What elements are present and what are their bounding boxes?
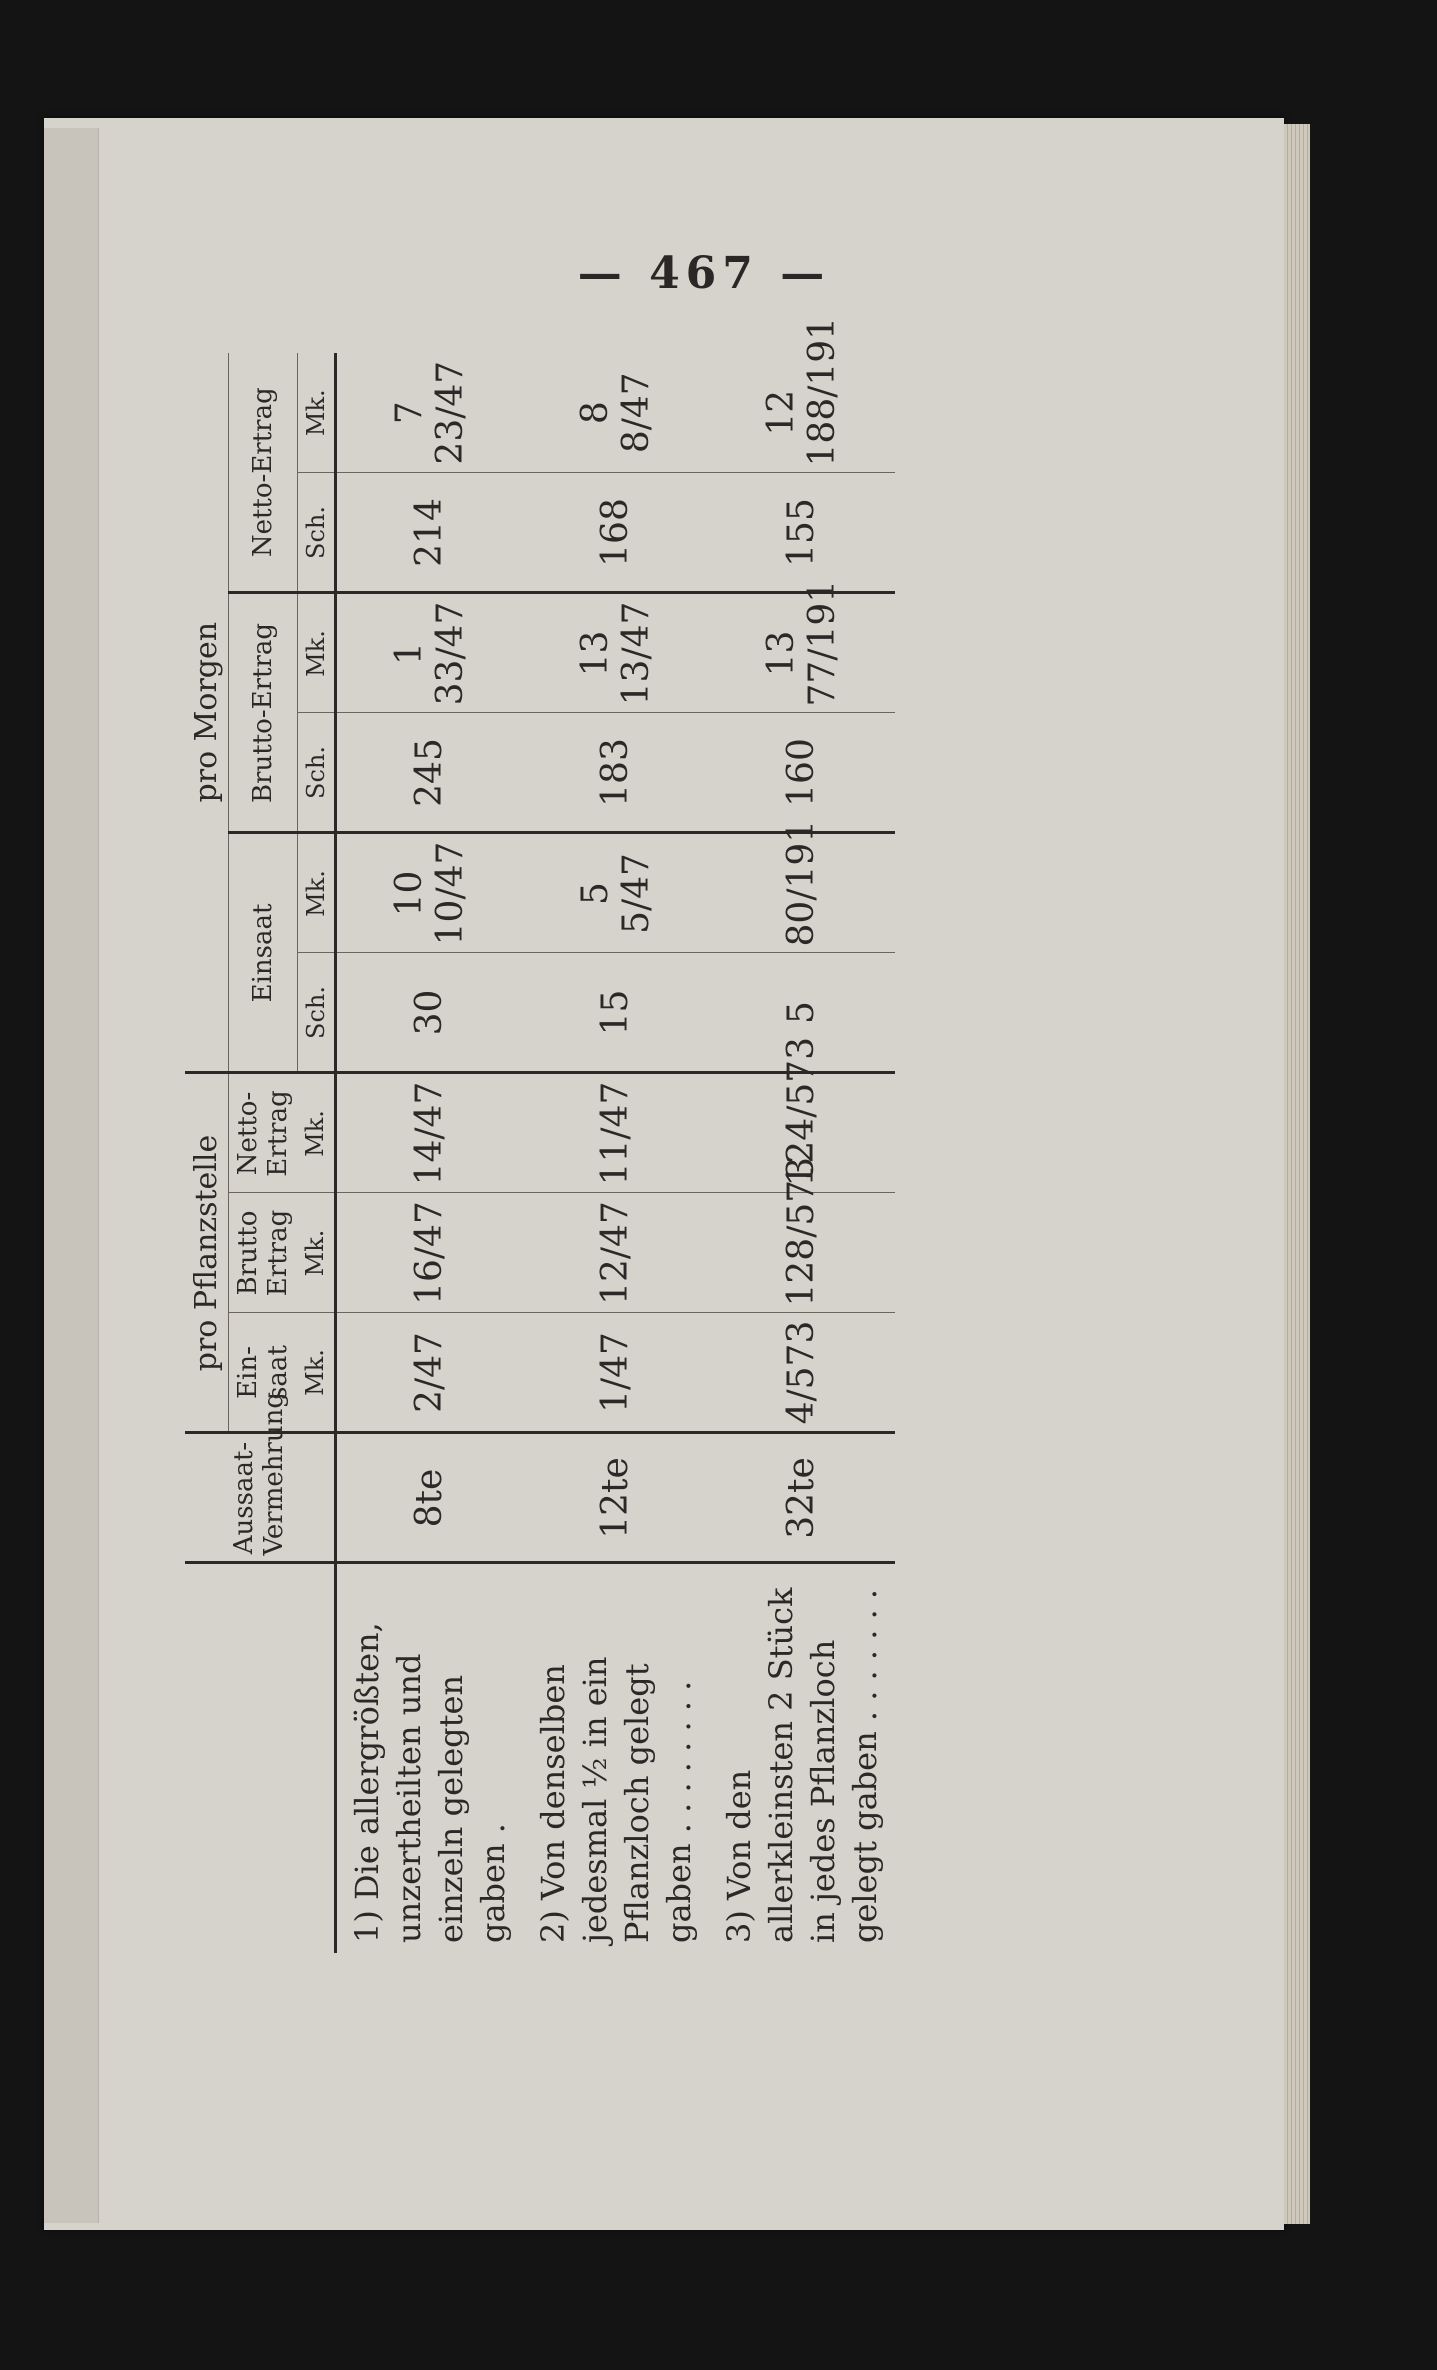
cell-pp-netto: 124/573 — [709, 1073, 895, 1193]
header-pp-brutto: Brutto Ertrag — [229, 1193, 298, 1313]
cell-einsaat-sch: 30 — [335, 953, 523, 1073]
table-corner — [185, 1563, 335, 1953]
yield-table — [185, 316, 1075, 1953]
cell-netto-sch: 168 — [523, 473, 709, 593]
row-multiplier: 12te — [523, 1433, 709, 1563]
cell-brutto-sch: 245 — [335, 713, 523, 833]
unit-pp-brutto: Mk. — [297, 1193, 335, 1313]
cell-pp-einsaat: 4/573 — [709, 1313, 895, 1433]
header-per-morgen: pro Morgen — [185, 353, 229, 1073]
cell-einsaat-sch: 15 — [523, 953, 709, 1073]
cell-pp-einsaat: 1/47 — [523, 1313, 709, 1433]
row-description: 1) Die allergrößten, unzertheilten und einzeln gelegten gaben . — [347, 1622, 512, 1943]
cell-netto-mk: 7 23/47 — [335, 353, 523, 473]
cell-pp-brutto: 128/573 — [709, 1193, 895, 1313]
unit-brutto-mk: Mk. — [297, 593, 335, 713]
cell-brutto-sch: 160 — [709, 713, 895, 833]
row-description: 3) Von den allerkleinsten 2 Stück in jedes Pflanzloch gelegt gaben . . . . . . . — [719, 1587, 884, 1943]
cell-netto-mk: 12 188/191 — [709, 353, 895, 473]
cell-netto-mk: 8 8/47 — [523, 353, 709, 473]
table-row — [709, 353, 895, 1953]
row-multiplier: 32te — [709, 1433, 895, 1563]
unit-brutto-sch: Sch. — [297, 713, 335, 833]
cell-brutto-mk: 1 33/47 — [335, 593, 523, 713]
cell-einsaat-mk: 10 10/47 — [335, 833, 523, 953]
cell-brutto-mk: 13 77/191 — [709, 593, 895, 713]
cell-pp-netto: 11/47 — [523, 1073, 709, 1193]
cell-pp-netto: 14/47 — [335, 1073, 523, 1193]
cell-netto-sch: 155 — [709, 473, 895, 593]
unit-netto-sch: Sch. — [297, 473, 335, 593]
unit-netto-mk: Mk. — [297, 353, 335, 473]
cell-pp-einsaat: 2/47 — [335, 1313, 523, 1433]
cell-brutto-sch: 183 — [523, 713, 709, 833]
page-gutter — [44, 128, 99, 2223]
cell-netto-sch: 214 — [335, 473, 523, 593]
header-pm-einsaat: Einsaat — [229, 833, 298, 1073]
unit-pp-netto: Mk. — [297, 1073, 335, 1193]
unit-einsaat-mk: Mk. — [297, 833, 335, 953]
row-multiplier: 8te — [335, 1433, 523, 1563]
cell-pp-brutto: 12/47 — [523, 1193, 709, 1313]
unit-pp-einsaat: Mk. — [297, 1313, 335, 1433]
unit-einsaat-sch: Sch. — [297, 953, 335, 1073]
table-row — [523, 353, 709, 1953]
cell-einsaat-mk: 5 5/47 — [523, 833, 709, 953]
page-number: — 467 — — [577, 248, 831, 299]
table-row — [335, 353, 523, 1953]
header-per-plant: pro Pflanzstelle — [185, 1073, 229, 1433]
cell-pp-brutto: 16/47 — [335, 1193, 523, 1313]
cell-einsaat-mk: 80/191 — [709, 833, 895, 953]
header-pm-brutto: Brutto-Ertrag — [229, 593, 298, 833]
row-description: 2) Von denselben jedesmal ½ in ein Pflanzloch gelegt gaben . . . . . . . . — [533, 1656, 698, 1943]
cell-einsaat-sch: 5 — [709, 953, 895, 1073]
page-edge — [1284, 124, 1310, 2224]
header-treatment: Aussaat-Vermehrung — [185, 1433, 335, 1563]
cell-brutto-mk: 13 13/47 — [523, 593, 709, 713]
header-pp-netto: Netto-Ertrag — [229, 1073, 298, 1193]
header-pp-einsaat: Ein-saat — [229, 1313, 298, 1433]
header-pm-netto: Netto-Ertrag — [229, 353, 298, 593]
